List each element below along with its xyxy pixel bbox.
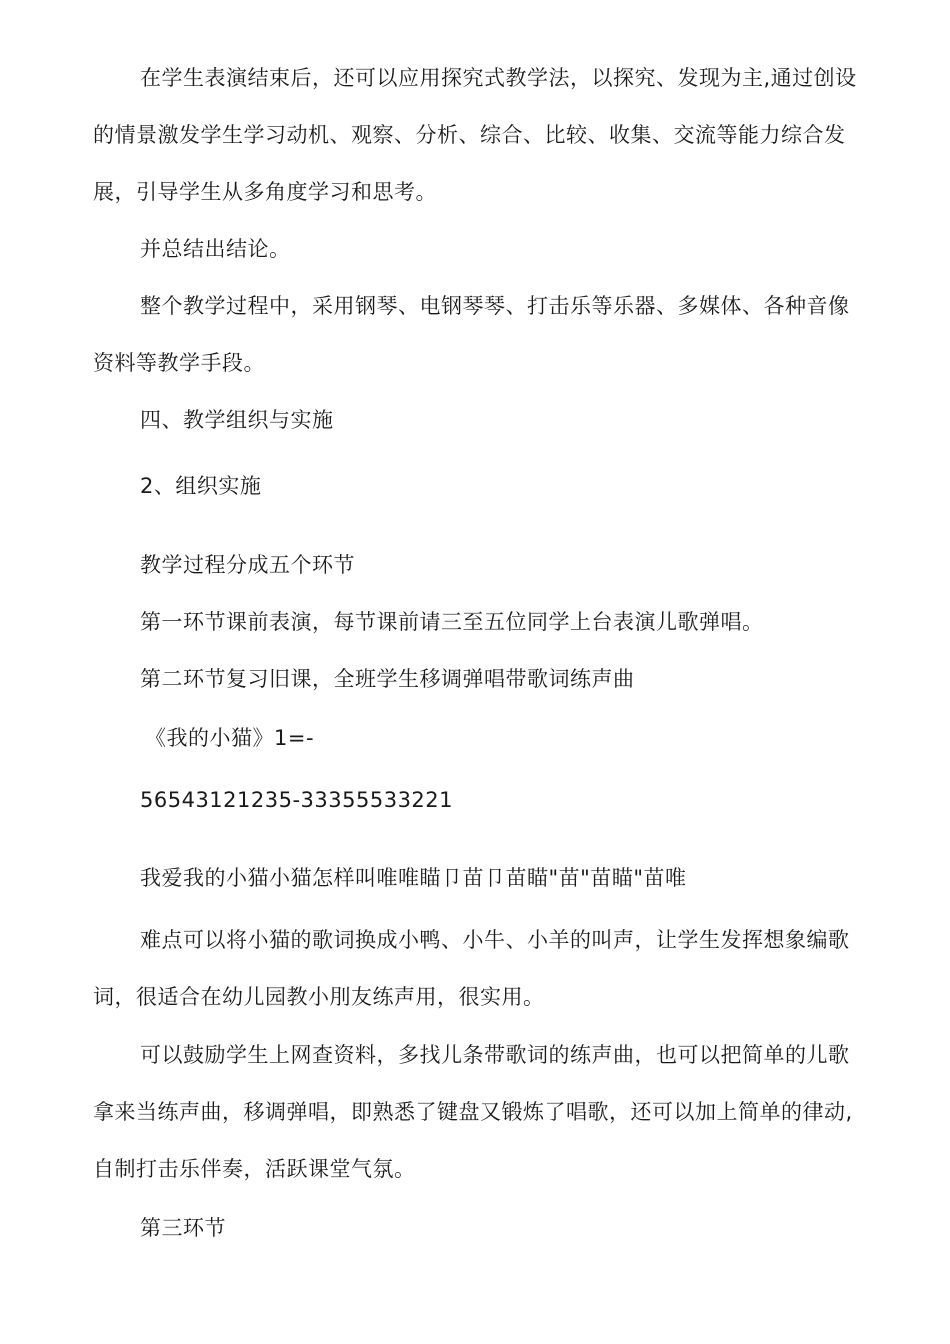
song-lyrics: 我爱我的小猫小猫怎样叫唯唯瞄卩苗卩苗瞄"苗"苗瞄"苗唯 — [140, 866, 687, 890]
paragraph-1-line-3: 展，引导学生从多角度学习和思考。 — [93, 180, 437, 204]
stage-1-text: 第一环节课前表演，每节课前请三至五位同学上台表演儿歌弹唱。 — [140, 610, 764, 634]
encourage-line-3: 自制打击乐伴奏，活跃课堂气氛。 — [93, 1157, 416, 1181]
paragraph-3-line-2: 资料等教学手段。 — [93, 351, 265, 375]
difficulty-line-2: 词，很适合在幼儿园教小刖友练声用，很实用。 — [93, 985, 545, 1009]
stage-2-text: 第二环节复习旧课，全班学生移调弹唱带歌词练声曲 — [140, 667, 635, 691]
song-notation: 56543121235-33355533221 — [140, 788, 454, 812]
encourage-line-1: 可以鼓励学生上网查资料，多找儿条带歌词的练声曲，也可以把简单的儿歌 — [140, 1043, 850, 1067]
paragraph-1-line-2: 的情景激发学生学习动机、观察、分析、综合、比较、收集、交流等能力综合发 — [93, 123, 846, 147]
subsection-heading: 2、组织实施 — [140, 474, 262, 498]
encourage-line-2: 拿来当练声曲，移调弹唱，即熟悉了键盘又锻炼了唱歌，还可以加上简单的律动, — [93, 1100, 853, 1124]
paragraph-3-line-1: 整个教学过程中，采用钢琴、电钢琴琴、打击乐等乐器、多媒体、各种音像 — [140, 294, 850, 318]
section-heading: 四、教学组织与实施 — [140, 408, 334, 432]
paragraph-stages: 教学过程分成五个环节 — [140, 553, 355, 577]
difficulty-line-1: 难点可以将小猫的歌词换成小鸭、小牛、小羊的叫声，让学生发挥想象编歌 — [140, 928, 850, 952]
song-title: 《我的小猫》1=- — [145, 726, 315, 750]
stage-3-heading: 第三环节 — [140, 1216, 226, 1240]
paragraph-2-line-1: 并总结出结论。 — [140, 237, 291, 261]
paragraph-1-line-1: 在学生表演结束后，还可以应用探究式教学法，以探究、发现为主,通过创设 — [140, 66, 857, 90]
